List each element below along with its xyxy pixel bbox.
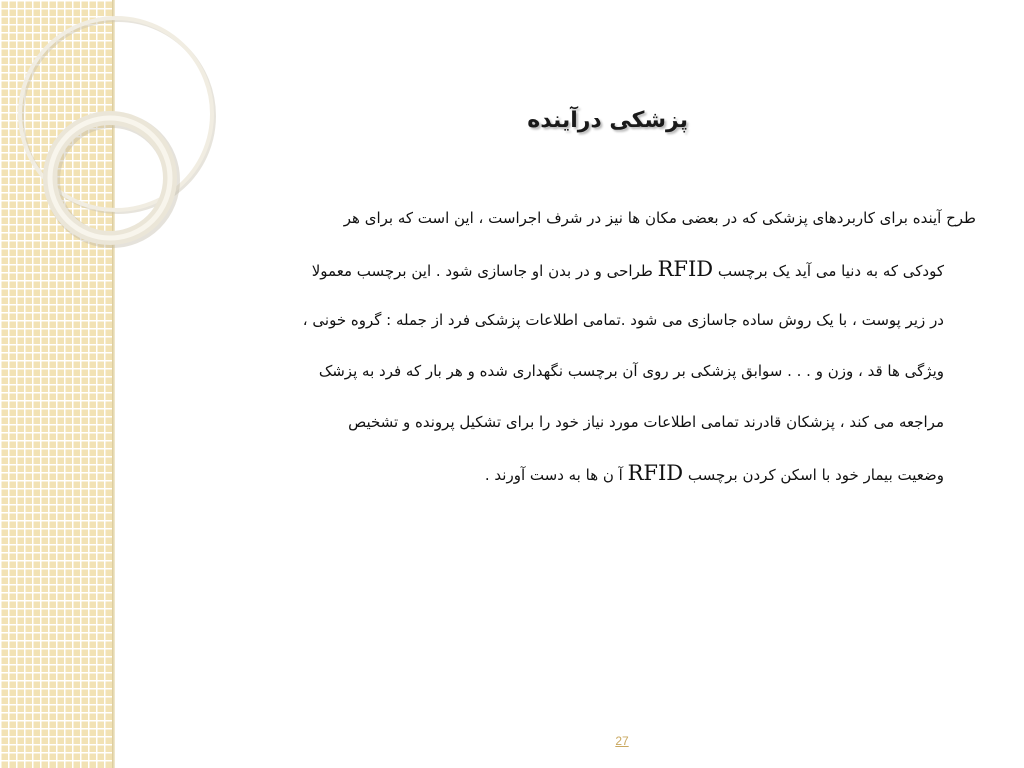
body-line: کودکی که به دنیا می آید یک برچسب RFID طراحی و در بدن او جاسازی شود . این برچسب معمولا xyxy=(311,257,944,281)
slide-body xyxy=(140,196,976,502)
rfid-term: RFID xyxy=(627,461,684,485)
slide-title: پزشکی درآینده xyxy=(527,108,688,133)
body-line: طرح آینده برای کاربردهای پزشکی که در بعضی مکان ها نیز در شرف اجراست ، این است که برای هر xyxy=(343,209,976,227)
body-line: ویژگی ها قد ، وزن و . . . سوابق پزشکی بر روی آن برچسب نگهداری شده و هر بار که فرد به پزشک xyxy=(318,362,944,380)
page-number-link[interactable]: 27 xyxy=(615,734,629,748)
rfid-term: RFID xyxy=(657,257,714,281)
body-line: وضعیت بیمار خود با اسکن کردن برچسب RFID آ ن ها به دست آورند . xyxy=(484,461,944,485)
body-line: در زیر پوست ، با یک روش ساده جاسازی می شود .تمامی اطلاعات پزشکی فرد از جمله : گروه خونی ، xyxy=(302,311,944,329)
body-line: مراجعه می کند ، پزشکان قادرند تمامی اطلاعات مورد نیاز خود را برای تشکیل پرونده و تشخیص xyxy=(348,413,944,431)
